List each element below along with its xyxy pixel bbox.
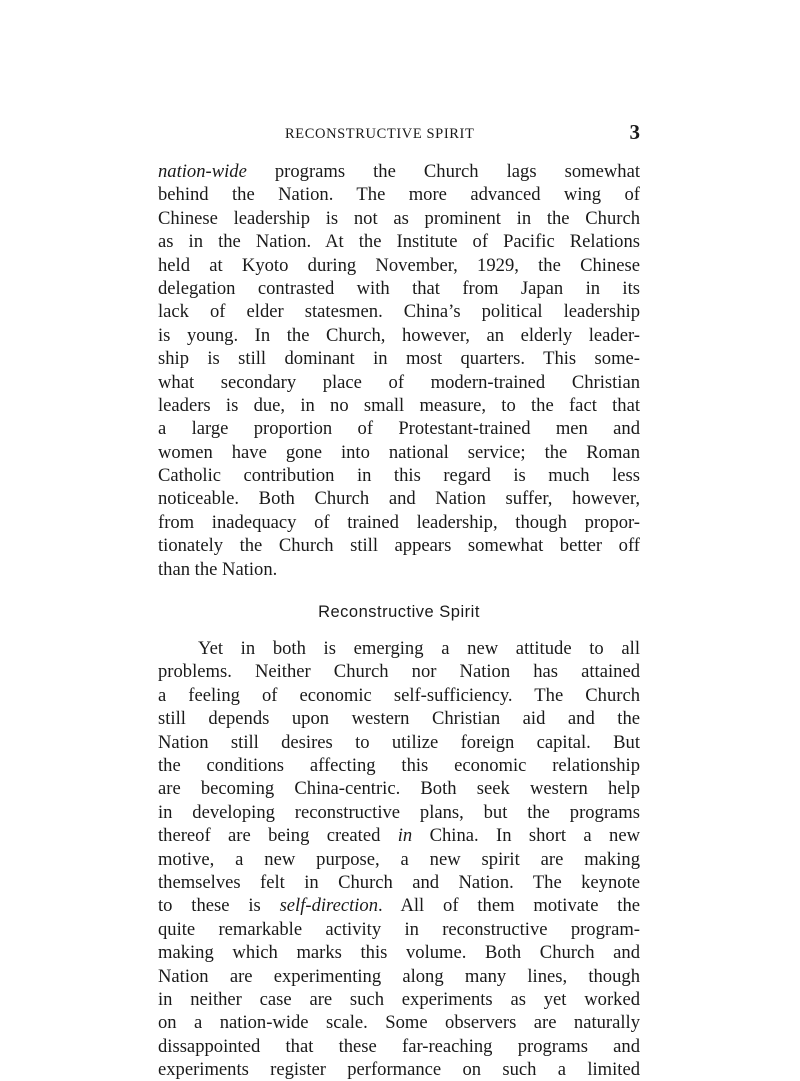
text-line: Nation still desires to utilize foreign capital. But xyxy=(158,731,640,753)
text-line: Chinese leadership is not as prominent in the Church xyxy=(158,207,640,229)
text-line: ship is still dominant in most quarters. This some- xyxy=(158,348,640,370)
text-line: themselves felt in Church and Nation. The keynote xyxy=(158,871,640,893)
text-line: still depends upon western Christian aid and the xyxy=(158,708,640,730)
text-line: held at Kyoto during November, 1929, the Chinese xyxy=(158,254,640,276)
text-line: the conditions affecting this economic relationship xyxy=(158,754,640,776)
text-line: than the Nation. xyxy=(158,558,278,580)
text-line: is young. In the Church, however, an elderly leader- xyxy=(158,324,640,346)
text-line: what secondary place of modern-trained Christian xyxy=(158,371,640,393)
italic-phrase: self-direction xyxy=(279,895,379,917)
text-line xyxy=(158,160,640,183)
text-line: are becoming China-centric. Both seek western help xyxy=(158,778,640,800)
text-line: in developing reconstructive plans, but the programs xyxy=(158,801,640,823)
running-title: RECONSTRUCTIVE SPIRIT xyxy=(285,126,475,142)
text-line: tionately the Church still appears somewhat better off xyxy=(158,535,640,557)
paragraph-2 xyxy=(158,637,640,1081)
text-line: problems. Neither Church nor Nation has attained xyxy=(158,661,640,683)
text-line: Nation are experimenting along many lines, though xyxy=(158,965,640,987)
page-number: 3 xyxy=(629,120,640,144)
text-line: behind the Nation. The more advanced wing of xyxy=(158,184,640,206)
text-line: noticeable. Both Church and Nation suffer, however, xyxy=(158,488,640,510)
italic-phrase: nation-wide xyxy=(158,161,247,182)
text-line xyxy=(158,824,640,847)
text-line: dissappointed that these far-reaching programs and xyxy=(158,1035,640,1057)
text-line: a feeling of economic self-sufficiency. The Church xyxy=(158,684,640,706)
line-text: programs the Church lags somewhat xyxy=(246,161,640,182)
text-line: lack of elder statesmen. China’s political leadership xyxy=(158,301,640,323)
book-page xyxy=(158,122,640,1081)
text-line: on a nation-wide scale. Some observers are naturally xyxy=(158,1012,640,1034)
text-line: experiments register performance on such a limited xyxy=(158,1059,640,1081)
line-text: to these is xyxy=(158,895,280,917)
text-line: women have gone into national service; the Roman xyxy=(158,441,640,463)
line-text: China. In short a new xyxy=(412,825,640,847)
italic-phrase: in xyxy=(397,825,413,847)
text-line: from inadequacy of trained leadership, though propor- xyxy=(158,511,640,533)
running-head xyxy=(158,122,640,150)
text-line: making which marks this volume. Both Church and xyxy=(158,942,640,964)
text-line: Catholic contribution in this regard is much less xyxy=(158,465,640,487)
text-line: Yet in both is emerging a new attitude to all xyxy=(198,638,640,660)
line-text: . All of them motivate the xyxy=(378,895,640,917)
text-line: quite remarkable activity in reconstructive program- xyxy=(158,918,640,940)
text-line: as in the Nation. At the Institute of Pacific Relations xyxy=(158,231,640,253)
text-line: a large proportion of Protestant-trained men and xyxy=(158,418,640,440)
text-line: in neither case are such experiments as yet worked xyxy=(158,988,640,1010)
text-line: leaders is due, in no small measure, to the fact that xyxy=(158,394,640,416)
paragraph-1 xyxy=(158,160,640,581)
section-heading: Reconstructive Spirit xyxy=(318,603,480,622)
text-line: delegation contrasted with that from Japan in its xyxy=(158,277,640,299)
text-line xyxy=(158,894,640,917)
text-line: motive, a new purpose, a new spirit are making xyxy=(158,848,640,870)
line-text: thereof are being created xyxy=(158,825,398,847)
